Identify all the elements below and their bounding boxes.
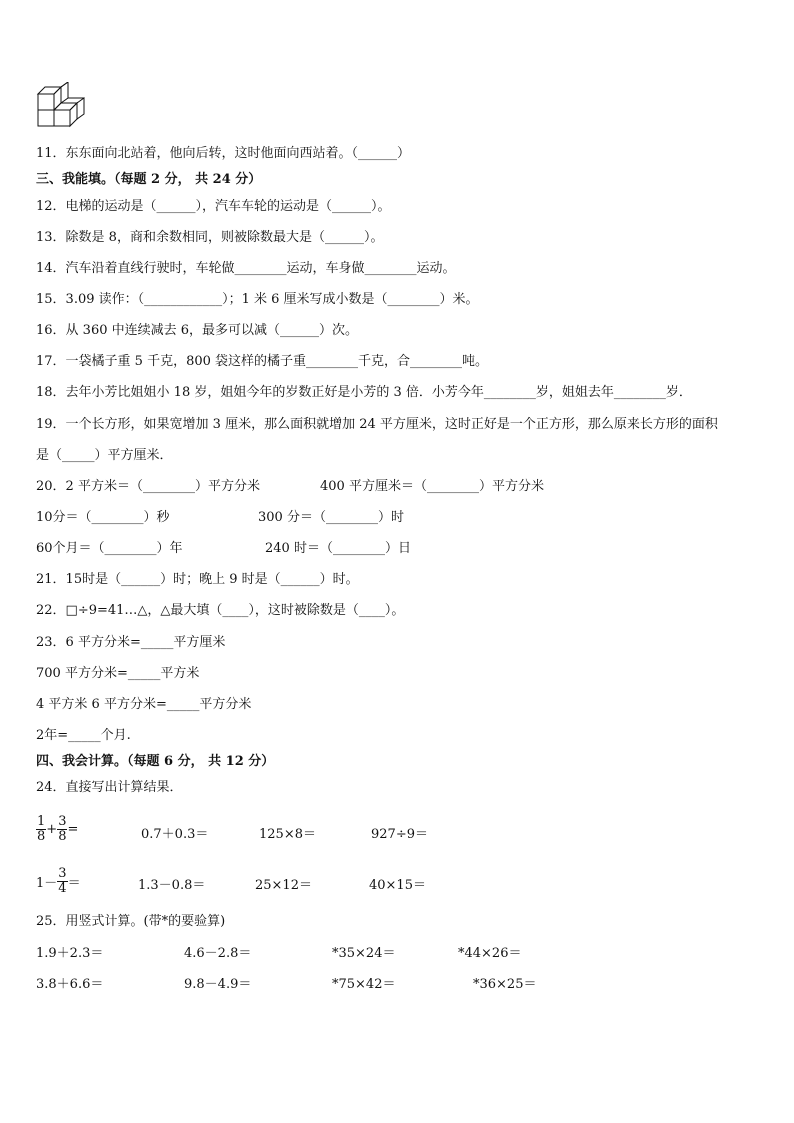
q25-row1-expression-b: 4.6－2.8＝	[184, 946, 252, 961]
question-16: 16．从 360 中连续减去 6，最多可以减（______）次。	[36, 323, 359, 338]
question-15: 15．3.09 读作：（____________）；1 米 6 厘米写成小数是（________）米。	[36, 292, 479, 307]
q25-row2-expression-c: *75×42＝	[332, 977, 396, 992]
q24-row2-expression-b: 1.3－0.8＝	[138, 878, 206, 893]
denominator: 8	[58, 829, 67, 844]
section-3-heading: 三、我能填。（每题 2 分， 共 24 分）	[36, 172, 262, 187]
q25-row1-expression-c: *35×24＝	[332, 946, 396, 961]
q24-row2-expression-c: 25×12＝	[255, 878, 312, 893]
question-23-b: 700 平方分米=_____平方米	[36, 666, 200, 681]
question-19-line1: 19．一个长方形，如果宽增加 3 厘米，那么面积就增加 24 平方厘米，这时正好是一个正方形，那么原来长方形的面积	[36, 417, 718, 432]
question-11: 11．东东面向北站着，他向后转，这时他面向西站着。（______）	[36, 146, 411, 161]
denominator: 8	[37, 829, 46, 844]
question-20-b: 400 平方厘米＝（________）平方分米	[320, 479, 544, 494]
question-20-e: 60个月＝（________）年	[36, 541, 183, 556]
q25-row1-expression-a: 1.9＋2.3＝	[36, 946, 104, 961]
fraction	[57, 867, 67, 896]
question-22: 22．□÷9=41…△，△最大填（____），这时被除数是（____）。	[36, 603, 405, 618]
q25-row2-expression-a: 3.8＋6.6＝	[36, 977, 104, 992]
q25-row2-expression-b: 9.8－4.9＝	[184, 977, 252, 992]
fraction	[36, 815, 46, 844]
question-23-d: 2年=_____个月.	[36, 728, 131, 743]
equals-sign: =	[67, 822, 79, 837]
question-14: 14．汽车沿着直线行驶时，车轮做________运动，车身做________运动。	[36, 261, 456, 276]
question-20-d: 300 分＝（________）时	[258, 510, 404, 525]
q25-row1-expression-d: *44×26＝	[458, 946, 522, 961]
question-23-a: 23．6 平方分米=_____平方厘米	[36, 635, 226, 650]
question-23-c: 4 平方米 6 平方分米=_____平方分米	[36, 697, 252, 712]
q24-row2-expression-d: 40×15＝	[369, 878, 426, 893]
section-4-heading: 四、我会计算。（每题 6 分， 共 12 分）	[36, 754, 275, 769]
fraction	[57, 815, 67, 844]
q24-row1-expression-b: 0.7＋0.3＝	[141, 827, 209, 842]
q24-row1-expression-c: 125×8＝	[259, 827, 316, 842]
question-12: 12．电梯的运动是（______），汽车车轮的运动是（______）。	[36, 199, 391, 214]
prefix: 1－	[36, 876, 58, 891]
q24-row2-expression-a	[36, 867, 81, 896]
question-19-line2: 是（_____）平方厘米．	[36, 448, 173, 463]
question-20-a: 20．2 平方米＝（________）平方分米	[36, 479, 260, 494]
denominator: 4	[58, 881, 67, 896]
question-24: 24．直接写出计算结果．	[36, 780, 183, 795]
q25-row2-expression-d: *36×25＝	[473, 977, 537, 992]
question-17: 17．一袋橘子重 5 千克，800 袋这样的橘子重________千克，合________吨。	[36, 354, 489, 369]
stacked-cubes-figure	[36, 82, 88, 132]
q24-row1-expression-a	[36, 815, 78, 844]
question-25: 25．用竖式计算。(带*的要验算)	[36, 914, 226, 929]
equals-sign: ＝	[67, 876, 81, 891]
question-20-f: 240 时＝（________）日	[265, 541, 411, 556]
plus-sign: +	[46, 822, 58, 837]
question-18: 18．去年小芳比姐姐小 18 岁，姐姐今年的岁数正好是小芳的 3 倍．小芳今年________岁，姐姐去年________岁．	[36, 385, 692, 400]
numerator: 3	[58, 866, 67, 881]
q24-row1-expression-d: 927÷9＝	[371, 827, 428, 842]
question-13: 13．除数是 8，商和余数相同，则被除数最大是（______）。	[36, 230, 384, 245]
question-20-c: 10分＝（________）秒	[36, 510, 170, 525]
numerator: 3	[58, 814, 67, 829]
numerator: 1	[37, 814, 46, 829]
question-21: 21．15时是（______）时；晚上 9 时是（______）时。	[36, 572, 359, 587]
